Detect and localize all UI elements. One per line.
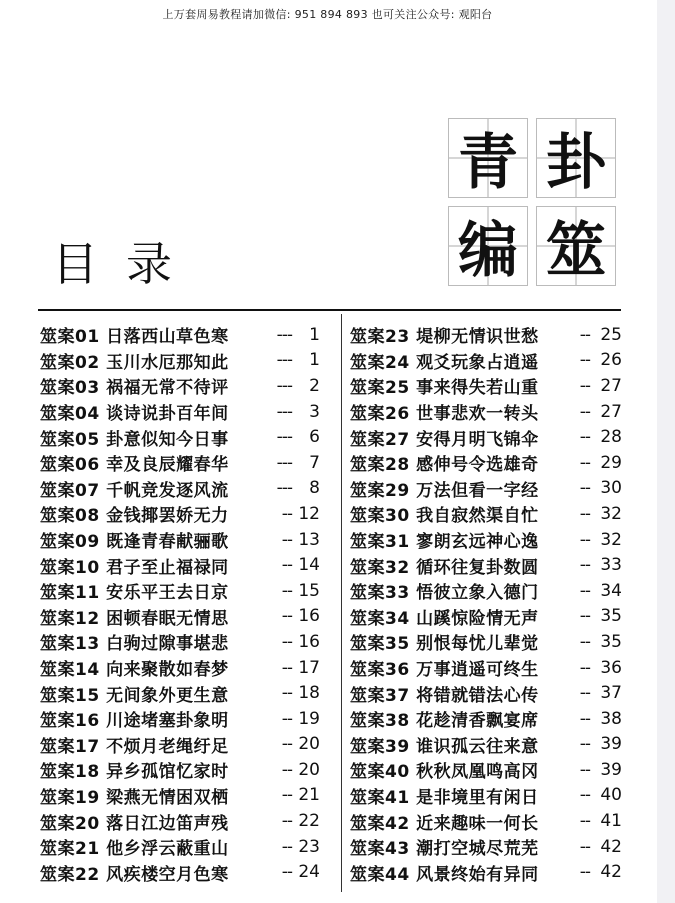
toc-entry-title: 筮案21 他乡浮云蔽重山 [40,839,229,860]
toc-page-number: 39 [600,734,622,755]
page-edge-strip [657,0,675,903]
toc-entry[interactable] [350,322,622,348]
toc-leader-dashes: -- [579,324,590,345]
toc-entry-title: 筮案11 安乐平王去日京 [40,583,229,604]
toc-entry[interactable] [350,578,622,604]
toc-entry-title: 筮案13 白驹过隙事堪悲 [40,634,229,655]
toc-leader-dashes: -- [281,683,292,704]
toc-page-number: 32 [600,529,622,550]
toc-page-number: 16 [298,631,320,652]
toc-entry-title: 筮案18 异乡孤馆忆家时 [40,762,229,783]
toc-leader-dashes: -- [579,555,590,576]
toc-entry-title: 筮案31 寥朗玄远神心逸 [350,532,539,553]
toc-entry[interactable] [350,655,622,681]
toc-entry[interactable] [350,527,622,553]
toc-page-number: 1 [309,350,320,371]
toc-page-number: 23 [298,836,320,857]
toc-page-number: 14 [298,555,320,576]
toc-entry-title: 筮案15 无间象外更生意 [40,685,229,706]
toc-entry-title: 筮案42 近来趣味一何长 [350,813,539,834]
toc-entry[interactable] [40,757,320,783]
toc-entry-title: 筮案10 君子至止福禄同 [40,557,229,578]
toc-entry[interactable] [40,373,320,399]
toc-entry-title: 筮案38 花趁清香飘宴席 [350,711,539,732]
toc-entry[interactable] [350,604,622,630]
toc-leader-dashes: --- [276,478,292,499]
toc-leader-dashes: -- [579,759,590,780]
toc-leader-dashes: --- [276,427,292,448]
toc-page-number: 37 [600,683,622,704]
toc-leader-dashes: -- [579,708,590,729]
toc-entry-title: 筮案03 祸福无常不待评 [40,378,229,399]
toc-entry[interactable] [350,348,622,374]
toc-leader-dashes: -- [281,862,292,883]
toc-page-number: 8 [309,478,320,499]
toc-page-number: 41 [600,811,622,832]
toc-entry-title: 筮案22 风疾楼空月色寒 [40,864,229,885]
toc-entry[interactable] [40,834,320,860]
toc-page-number: 12 [298,503,320,524]
toc-entry-title: 筮案04 谈诗说卦百年间 [40,404,229,425]
toc-entry[interactable] [40,706,320,732]
toc-leader-dashes: -- [281,708,292,729]
toc-entry[interactable] [350,629,622,655]
toc-leader-dashes: -- [579,657,590,678]
toc-leader-dashes: -- [579,683,590,704]
toc-entry[interactable] [350,424,622,450]
toc-leader-dashes: -- [281,785,292,806]
toc-entry-title: 筮案12 困顿春眠无情思 [40,608,229,629]
toc-entry-title: 筮案44 风景终始有异同 [350,864,539,885]
toc-leader-dashes: -- [579,350,590,371]
toc-page-number: 15 [298,580,320,601]
toc-page-number: 20 [298,734,320,755]
toc-page-number: 24 [298,862,320,883]
toc-page-number: 20 [298,759,320,780]
toc-leader-dashes: -- [579,631,590,652]
toc-page-number: 29 [600,452,622,473]
toc-leader-dashes: -- [579,734,590,755]
toc-entry[interactable] [40,399,320,425]
toc-page-number: 18 [298,683,320,704]
toc-page-number: 42 [600,862,622,883]
toc-page-number: 38 [600,708,622,729]
toc-leader-dashes: --- [276,375,292,396]
toc-page-number: 28 [600,427,622,448]
toc-entry-title: 筮案16 川途堵塞卦象明 [40,711,229,732]
toc-leader-dashes: -- [281,631,292,652]
toc-entry-title: 筮案24 观爻玩象占逍遥 [350,352,539,373]
toc-entry-title: 筮案27 安得月明飞锦伞 [350,429,539,450]
toc-page-number: 36 [600,657,622,678]
toc-entry-title: 筮案05 卦意似知今日事 [40,429,229,450]
toc-entry[interactable] [350,808,622,834]
toc-entry[interactable] [40,348,320,374]
toc-page-number: 27 [600,401,622,422]
toc-leader-dashes: -- [281,657,292,678]
toc-entry[interactable] [40,450,320,476]
toc-leader-dashes: -- [281,555,292,576]
toc-entry[interactable] [40,604,320,630]
toc-page-number: 39 [600,759,622,780]
toc-entry[interactable] [40,629,320,655]
toc-entry-title: 筮案34 山蹊惊险情无声 [350,608,539,629]
toc-entry-title: 筮案20 落日江边笛声残 [40,813,229,834]
toc-page-number: 26 [600,350,622,371]
toc-entry[interactable] [40,859,320,885]
toc-leader-dashes: --- [276,324,292,345]
toc-leader-dashes: -- [579,503,590,524]
toc-entry-title: 筮案30 我自寂然渠自忙 [350,506,539,527]
toc-entry-title: 筮案28 感伸号令选雄奇 [350,455,539,476]
toc-entry-title: 筮案40 秋秋凤凰鸣高冈 [350,762,539,783]
toc-page-number: 40 [600,785,622,806]
toc-entry[interactable] [40,655,320,681]
toc-leader-dashes: --- [276,452,292,473]
toc-leader-dashes: -- [579,375,590,396]
toc-entry[interactable] [40,552,320,578]
toc-entry-title: 筮案14 向来聚散如春梦 [40,660,229,681]
toc-entry[interactable] [350,783,622,809]
toc-entry-title: 筮案29 万法但看一字经 [350,480,539,501]
toc-leader-dashes: -- [579,606,590,627]
toc-entry[interactable] [40,424,320,450]
toc-entry-title: 筮案09 既逢青春献骊歌 [40,532,229,553]
toc-leader-dashes: -- [579,478,590,499]
toc-page-number: 3 [309,401,320,422]
book-title-char-2: 卦 [536,118,616,198]
toc-page-number: 21 [298,785,320,806]
toc-page-number: 30 [600,478,622,499]
toc-leader-dashes: -- [579,580,590,601]
toc-entry[interactable] [40,501,320,527]
toc-leader-dashes: -- [281,606,292,627]
toc-leader-dashes: -- [281,811,292,832]
toc-entry-title: 筮案36 万事逍遥可终生 [350,660,539,681]
toc-entry[interactable] [350,706,622,732]
toc-leader-dashes: -- [281,734,292,755]
toc-page-number: 2 [309,375,320,396]
page-title: 目录 [52,237,200,291]
toc-entry-title: 筮案08 金钱揶罢娇无力 [40,506,229,527]
toc-entry-title: 筮案37 将错就错法心传 [350,685,539,706]
toc-leader-dashes: -- [281,759,292,780]
toc-entry-title: 筮案23 堤柳无情识世愁 [350,327,539,348]
toc-leader-dashes: --- [276,350,292,371]
toc-page-number: 25 [600,324,622,345]
toc-page-number: 13 [298,529,320,550]
toc-entry[interactable] [40,527,320,553]
toc-leader-dashes: -- [579,529,590,550]
book-title-char-4: 筮 [536,206,616,286]
toc-entry[interactable] [350,834,622,860]
toc-entry-title: 筮案25 事来得失若山重 [350,378,539,399]
toc-entry[interactable] [350,859,622,885]
toc-entry[interactable] [350,680,622,706]
toc-page-number: 33 [600,555,622,576]
toc-entry-title: 筮案17 不烦月老绳纡足 [40,736,229,757]
toc-entry[interactable] [350,373,622,399]
toc-entry-title: 筮案19 梁燕无情困双栖 [40,787,229,808]
book-title-char-1: 青 [448,118,528,198]
toc-page-number: 22 [298,811,320,832]
toc-entry-title: 筮案06 幸及良辰耀春华 [40,455,229,476]
toc-entry[interactable] [350,501,622,527]
watermark-text: 上万套周易教程请加微信: 951 894 893 也可关注公众号: 观阳台 [162,8,493,21]
toc-leader-dashes: -- [579,427,590,448]
toc-entry[interactable] [350,552,622,578]
toc-column-right [350,322,622,885]
toc-page-number: 6 [309,427,320,448]
toc-entry[interactable] [350,399,622,425]
toc-entry-title: 筮案41 是非境里有闲日 [350,787,539,808]
toc-leader-dashes: -- [579,836,590,857]
toc-page-number: 34 [600,580,622,601]
toc-page-number: 27 [600,375,622,396]
toc-entry-title: 筮案35 别恨每忧儿辈觉 [350,634,539,655]
toc-leader-dashes: --- [276,401,292,422]
toc-entry[interactable] [40,476,320,502]
book-title-char-3: 编 [448,206,528,286]
toc-column-left [40,322,320,885]
toc-leader-dashes: -- [281,503,292,524]
toc-entry[interactable] [40,808,320,834]
toc-page-number: 7 [309,452,320,473]
toc-entry[interactable] [40,578,320,604]
toc-entry[interactable] [350,450,622,476]
toc-entry[interactable] [350,732,622,758]
book-title-block [448,118,618,290]
toc-entry[interactable] [40,680,320,706]
toc-entry[interactable] [350,757,622,783]
toc-entry-title: 筮案43 潮打空城尽荒芜 [350,839,539,860]
toc-leader-dashes: -- [281,580,292,601]
toc-entry-title: 筮案02 玉川水厄那知此 [40,352,229,373]
toc-page-number: 19 [298,708,320,729]
toc-leader-dashes: -- [579,785,590,806]
toc-leader-dashes: -- [579,862,590,883]
toc-entry-title: 筮案32 循环往复卦数圆 [350,557,539,578]
toc-leader-dashes: -- [579,401,590,422]
toc-entry-title: 筮案26 世事悲欢一转头 [350,404,539,425]
toc-page-number: 35 [600,631,622,652]
toc-entry-title: 筮案01 日落西山草色寒 [40,327,229,348]
toc-leader-dashes: -- [281,836,292,857]
toc-leader-dashes: -- [281,529,292,550]
toc-entry[interactable] [350,476,622,502]
toc-leader-dashes: -- [579,811,590,832]
header-rule [38,309,621,311]
toc-entry-title: 筮案07 千帆竞发逐风流 [40,480,229,501]
toc-entry[interactable] [40,732,320,758]
toc-page-number: 16 [298,606,320,627]
column-divider [341,314,342,892]
toc-page-number: 42 [600,836,622,857]
toc-page-number: 32 [600,503,622,524]
toc-entry[interactable] [40,783,320,809]
toc-entry-title: 筮案39 谁识孤云往来意 [350,736,539,757]
toc-entry-title: 筮案33 悟彼立象入德门 [350,583,539,604]
toc-entry[interactable] [40,322,320,348]
toc-page-number: 17 [298,657,320,678]
toc-page-number: 1 [309,324,320,345]
toc-leader-dashes: -- [579,452,590,473]
toc-page-number: 35 [600,606,622,627]
